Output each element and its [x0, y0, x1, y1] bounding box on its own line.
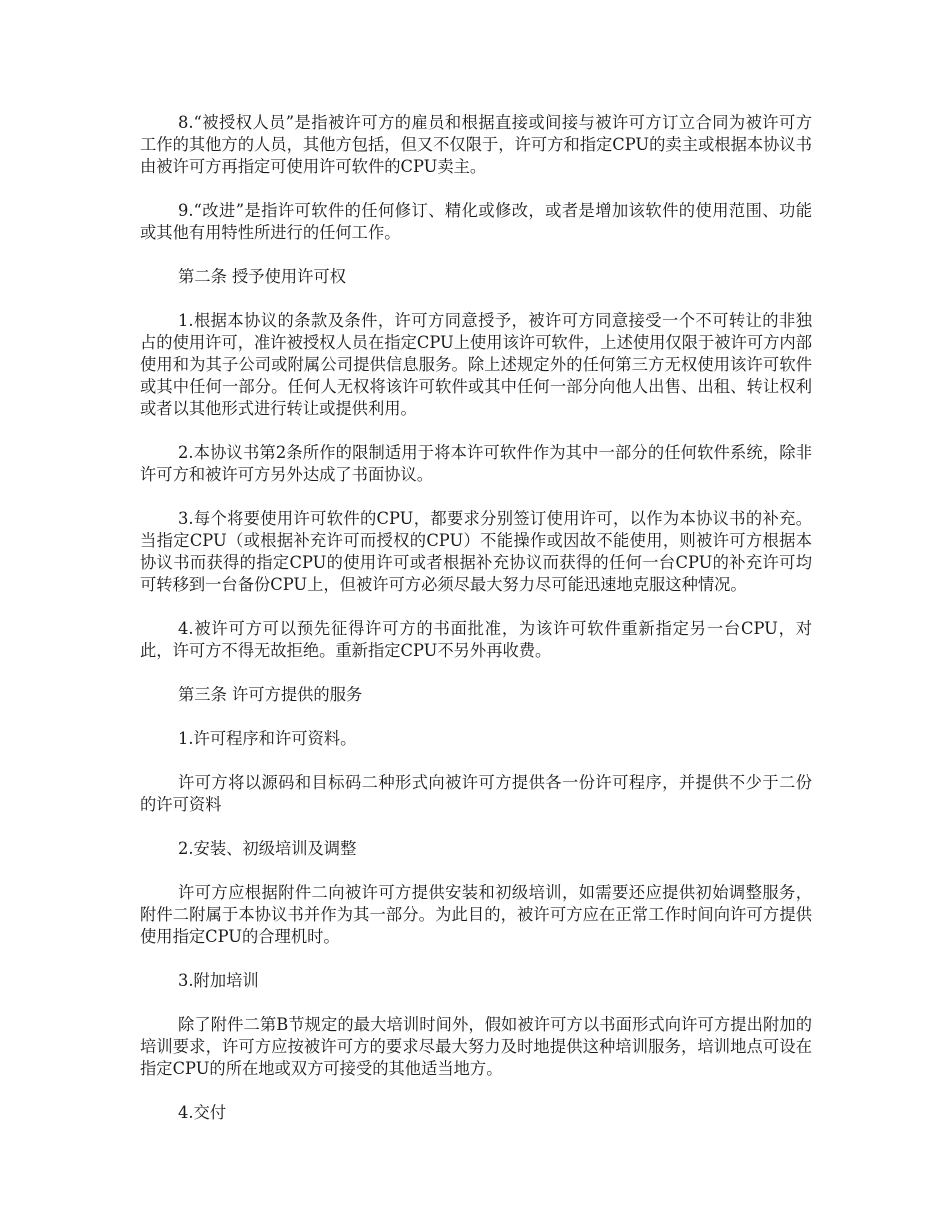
- paragraph-article-2-clause-4: 4.被许可方可以预先征得许可方的书面批准，为该许可软件重新指定另一台CPU，对此，许可方不得无故拒绝。重新指定CPU不另外再收费。: [140, 619, 812, 660]
- subheading-delivery: 4.交付: [178, 1103, 227, 1122]
- paragraph-licensed-programs: 许可方将以源码和目标码二种形式向被许可方提供各一份许可程序，并提供不少于二份的许可资料: [140, 773, 812, 814]
- paragraph-article-2-clause-3: 3.每个将要使用许可软件的CPU，都要求分别签订使用许可，以作为本协议书的补充。当指定CPU（或根据补充许可而授权的CPU）不能操作或因故不能使用，则被许可方根据本协议书而获得的指定CPU的使用许可或者根据补充协议而获得的任何一台CPU的补充许可均可转移到一台备份CPU上，但被许可方必须尽最大努力尽可能迅速地克服这种情况。: [140, 509, 812, 594]
- subheading-installation-training: 2.安装、初级培训及调整: [178, 839, 357, 858]
- paragraph-article-2-clause-1: 1.根据本协议的条款及条件，许可方同意授予，被许可方同意接受一个不可转让的非独占的使用许可，准许被授权人员在指定CPU上使用该许可软件，上述使用仅限于被许可方内部使用和为其子公司或附属公司提供信息服务。除上述规定外的任何第三方无权使用该许可软件或其中任何一部分。任何人无权将该许可软件或其中任何一部分向他人出售、出租、转让权利或者以其他形式进行转让或提供利用。: [140, 311, 812, 418]
- paragraph-additional-training: 除了附件二第B节规定的最大培训时间外，假如被许可方以书面形式向许可方提出附加的培训要求，许可方应按被许可方的要求尽最大努力及时地提供这种培训服务，培训地点可设在指定CPU的所在地或双方可接受的其他适当地方。: [140, 1015, 812, 1078]
- paragraph-definition-8: 8.“被授权人员”是指被许可方的雇员和根据直接或间接与被许可方订立合同为被许可方工作的其他方的人员，其他方包括，但又不仅限于，许可方和指定CPU的卖主或根据本协议书由被许可方再指定可使用许可软件的CPU卖主。: [140, 113, 812, 176]
- article-2-heading: 第二条 授予使用许可权: [178, 267, 346, 286]
- subheading-additional-training: 3.附加培训: [178, 971, 259, 990]
- paragraph-installation-training: 许可方应根据附件二向被许可方提供安装和初级培训，如需要还应提供初始调整服务，附件二附属于本协议书并作为其一部分。为此目的，被许可方应在正常工作时间向许可方提供使用指定CPU的合理机时。: [140, 883, 812, 946]
- subheading-licensed-programs: 1.许可程序和许可资料。: [178, 729, 357, 748]
- document-page: [140, 112, 812, 1146]
- article-3-heading: 第三条 许可方提供的服务: [178, 685, 363, 704]
- paragraph-article-2-clause-2: 2.本协议书第2条所作的限制适用于将本许可软件作为其中一部分的任何软件系统，除非许可方和被许可方另外达成了书面协议。: [140, 443, 812, 484]
- paragraph-definition-9: 9.“改进”是指许可软件的任何修订、精化或修改，或者是增加该软件的使用范围、功能或其他有用特性所进行的任何工作。: [140, 201, 812, 242]
